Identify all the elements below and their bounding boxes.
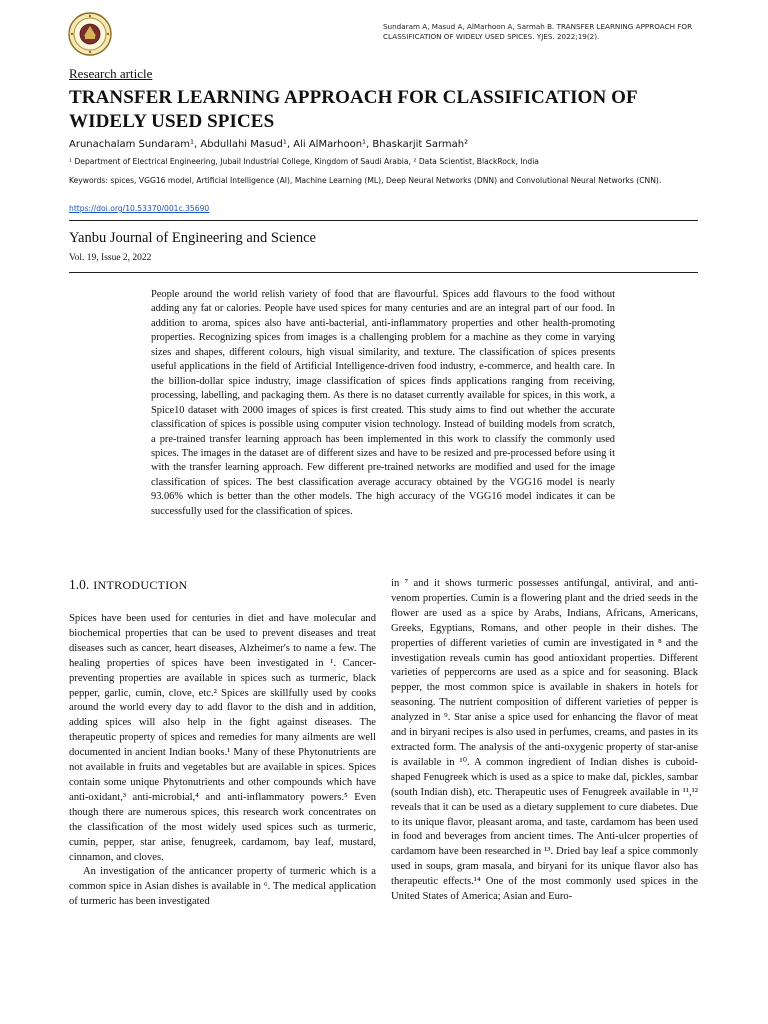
affiliations: ¹ Department of Electrical Engineering, Jubail Industrial College, Kingdom of Saudi Arabia, ² Data Scientist, BlackRock, India xyxy=(69,157,539,166)
section-heading xyxy=(69,577,188,593)
divider-bottom xyxy=(69,272,698,273)
header-citation: Sundaram A, Masud A, AlMarhoon A, Sarmah B. TRANSFER LEARNING APPROACH FOR CLASSIFICATION OF WIDELY USED SPICES. YJES. 2022;19(2). xyxy=(383,22,693,41)
doi-link[interactable]: https://doi.org/10.53370/001c.35690 xyxy=(69,204,210,213)
keywords: Keywords: spices, VGG16 model, Artificial Intelligence (AI), Machine Learning (ML), Deep Neural Networks (DNN) and Convolutional Neural Networks (CNN). xyxy=(69,176,662,185)
paragraph: Spices have been used for centuries in diet and have molecular and biochemical properties that can be used to prevent diseases and treat diseases such as cancer, heart diseases, Alzheimer's to name a few. The healing properties of spices have been investigated in ¹. Cancer-preventing properties are available in spices such as turmeric, black pepper, garlic, cumin, clove, etc.² Spices are skillfully used by cooks around the world every day to add flavor to the dish and in addition, adding spices will also help in the fight against diseases. The therapeutic property of spices and remedies for many ailments are well documented in ancient Indian books.¹ Many of these Phytonutrients are not available in fruits and vegetables but are available in spices. Spices contain some unique Phytonutrients and other compounds which have anti-oxidant,³ anti-microbial,⁴ and anti-inflammatory powers.⁵ Even though there are numerous spices, this research work concentrates on the classification of the most widely used spices such as turmeric, cumin, pepper, star anise, fenugreek, cardamom, bay leaf, mustard, cinnamon, and cloves. xyxy=(69,613,376,863)
article-title: TRANSFER LEARNING APPROACH FOR CLASSIFICATION OF WIDELY USED SPICES xyxy=(69,87,637,132)
section-label: Research article xyxy=(69,66,153,81)
journal-seal-icon xyxy=(68,12,112,56)
author-list: Arunachalam Sundaram¹, Abdullahi Masud¹, Ali AlMarhoon¹, Bhaskarjit Sarmah² xyxy=(69,139,469,150)
divider-top xyxy=(69,220,698,221)
section-title: INTRODUCTION xyxy=(93,578,188,592)
paragraph: An investigation of the anticancer property of turmeric which is a common spice in Asian dishes is available in ⁶. The medical application of turmeric has been investigated xyxy=(69,866,376,908)
right-column xyxy=(391,577,698,905)
journal-volume: Vol. 19, Issue 2, 2022 xyxy=(69,253,152,263)
left-column xyxy=(69,612,376,910)
section-number: 1.0. xyxy=(69,577,90,592)
paragraph: in ⁷ and it shows turmeric possesses antifungal, antiviral, and anti-venom properties. Cumin is a flowering plant and the dried seeds in the flower are used as a spice by Arabs, Indians, Africans, Americans, Greeks, Egyptians, Romans, and other people in their dishes. The properties of different varieties of cumin are investigated in ⁸ and the investigation reveals cumin has good antioxidant properties. Different varieties of peppercorns are used as a spice and for seasoning. Black pepper, the most common spice is available in shakers in hotels for seasoning. The nutrient composition of different varieties of pepper is analyzed in ⁹. Star anise a spice used for enhancing the flavor of meat and in biryani recipes is also used in perfumes, creams, and pastes in its extracted form. The analysis of the anti-oxygenic property of star-anise is available in ¹⁰. A common ingredient of Indian dishes is cuboid-shaped Fenugreek which is used as a spice to make dal, pickles, sambar (south Indian dish), etc. Therapeutic uses of Fenugreek available in ¹¹,¹² reveals that it can be used as a dietary supplement to cure diabetes. Due to its unique flavor, pleasant aroma, and taste, cardamom has been used in food and beverages from ancient times. The Anti-ulcer properties of cardamom have been researched in ¹³. Dried bay leaf a spice commonly used in soups, gram masala, and biryani for its unique flavor also has therapeutic effects.¹⁴ One of the most commonly used spices in the United States of America; Asian and Euro- xyxy=(391,578,698,903)
abstract: People around the world relish variety of food that are flavourful. Spices add flavours to the food without adding any fat or calories. People have used spices for many centuries and are an integral part of our food. In addition to aroma, spices also have anti-bacterial, anti-inflammatory properties and other health-promoting properties. Recognizing spices from images is a challenging problem for a machine as they come in varying sizes and shapes, different colours, high visual similarity, and texture. The classification of spices presents useful applications in the field of Artificial Intelligence-driven food industry, e-commerce, and health care. In the billion-dollar spice industry, image classification of spices finds applications ranging from receiving, processing, labelling, and packaging them. As there is no dataset currently available for spices, in this work, a Spice10 dataset with 2000 images of spices is first created. This study aims to find out whether the accurate classification of spices is possible using computer vision technology. Instead of building models from scratch, a pre-trained transfer learning approach has been implemented in this work to classify the commonly used spices. The images in the dataset are of different sizes and have to be resized and pre-processed before using it with the transfer learning approach. Few different pre-trained networks are modified and used for the image classification of spices. The best classification average accuracy obtained by the VGG16 model is nearly 93.06% which is better than the other models. The high accuracy of the VGG16 model indicates it can be successfully used for the classification of spices. xyxy=(151,289,615,517)
journal-name: Yanbu Journal of Engineering and Science xyxy=(69,230,316,246)
